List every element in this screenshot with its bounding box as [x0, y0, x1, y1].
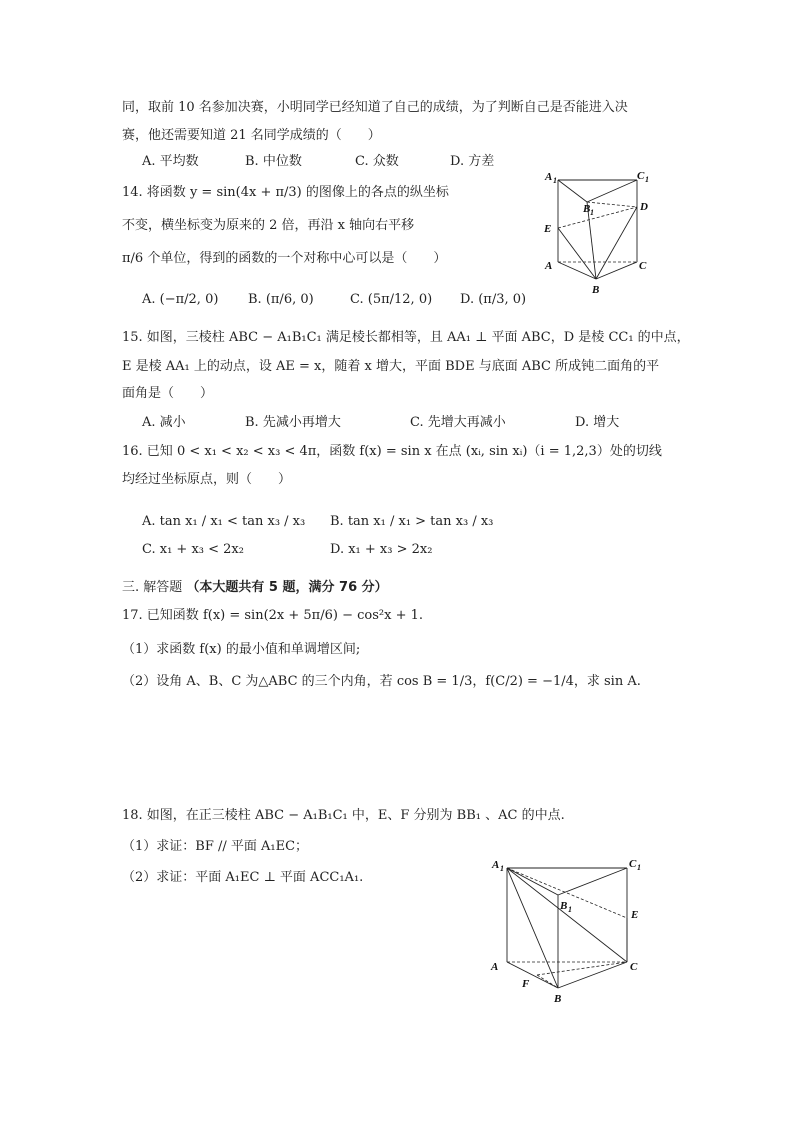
q16-line-2: 均经过坐标原点，则（ ） [122, 472, 292, 487]
label-a1-sub: 1 [553, 176, 557, 185]
label-c: C [630, 961, 638, 973]
label-f: F [522, 978, 530, 990]
q15-option-c: C. 先增大再减小 [410, 415, 506, 430]
edge-ab [558, 262, 596, 279]
q18-line-1: 18. 如图，在正三棱柱 ABC − A₁B₁C₁ 中，E、F 分别为 BB₁ 、AC 的中点. [122, 808, 565, 823]
edge-ab [507, 962, 558, 988]
q14-line-2: 不变，横坐标变为原来的 2 倍，再沿 x 轴向右平移 [122, 218, 415, 233]
label-a: A [491, 961, 499, 973]
label-c: C [639, 260, 647, 272]
edge-b1c1 [587, 180, 637, 202]
label-b1: B [560, 900, 568, 912]
q15-line-1: 15. 如图，三棱柱 ABC − A₁B₁C₁ 满足棱长都相等，且 AA₁ ⊥ 平面 ABC，D 是棱 CC₁ 的中点， [122, 330, 690, 345]
edge-a1b1 [558, 180, 587, 202]
q15-option-b: B. 先减小再增大 [245, 415, 341, 430]
q14-option-c: C. (5π/12, 0) [350, 292, 433, 307]
segment-b1d-hidden [587, 202, 637, 207]
q14-line-1: 14. 将函数 y = sin(4x + π/3) 的图像上的各点的纵坐标 [122, 185, 449, 200]
section-3-heading [122, 576, 388, 595]
q15-option-d: D. 增大 [575, 415, 620, 430]
label-a1-sub: 1 [500, 864, 504, 873]
q16-option-b: B. tan x₁ / x₁ > tan x₃ / x₃ [330, 514, 494, 529]
q13-option-a: A. 平均数 [142, 154, 199, 169]
q17-line-2: （1）求函数 f(x) 的最小值和单调增区间; [122, 642, 361, 657]
section-3-note: （本大题共有 5 题，满分 76 分） [186, 580, 388, 595]
figure-prism-q14-q15 [535, 165, 665, 300]
label-c1: C [629, 858, 637, 870]
label-d: D [640, 201, 648, 213]
q15-line-3: 面角是（ ） [122, 386, 214, 401]
q13-option-c: C. 众数 [355, 154, 399, 169]
q13-option-b: B. 中位数 [245, 154, 302, 169]
segment-eb [558, 228, 596, 279]
q16-line-1: 16. 已知 0 < x₁ < x₂ < x₃ < 4π，函数 f(x) = sin x 在点 (xᵢ, sin xᵢ)（i = 1,2,3）处的切线 [122, 444, 662, 459]
q17-line-3: （2）设角 A、B、C 为△ABC 的三个内角，若 cos B = 1/3，f(C/2) = −1/4，求 sin A. [122, 674, 641, 689]
segment-db [596, 207, 637, 279]
q14-line-3: π/6 个单位，得到的函数的一个对称中心可以是（ ） [122, 251, 447, 266]
q14-option-d: D. (π/3, 0) [460, 292, 527, 307]
label-b1-sub: 1 [568, 905, 572, 914]
edge-bc [558, 962, 627, 988]
q18-line-2: （1）求证：BF // 平面 A₁EC； [122, 839, 309, 854]
label-c1-sub: 1 [637, 863, 641, 872]
label-c1-sub: 1 [645, 175, 649, 184]
edge-bc [596, 262, 637, 279]
q13-option-d: D. 方差 [450, 154, 495, 169]
q18-line-3: （2）求证：平面 A₁EC ⊥ 平面 ACC₁A₁. [122, 870, 364, 885]
label-b1-sub: 1 [590, 208, 594, 217]
segment-a1c [507, 868, 627, 962]
label-a: A [545, 260, 553, 272]
label-b: B [554, 993, 562, 1005]
figure-prism-q18 [482, 850, 652, 1010]
q16-option-d: D. x₁ + x₃ > 2x₂ [330, 542, 433, 557]
label-c1: C [637, 170, 645, 182]
q16-option-c: C. x₁ + x₃ < 2x₂ [142, 542, 244, 557]
label-a1: A [492, 859, 500, 871]
label-e: E [631, 909, 639, 921]
q15-option-a: A. 减小 [142, 415, 186, 430]
segment-fc-hidden [537, 962, 627, 975]
q17-line-1: 17. 已知函数 f(x) = sin(2x + 5π/6) − cos²x + 1. [122, 608, 423, 623]
label-b1: B [583, 203, 591, 215]
label-a1: A [545, 171, 553, 183]
q16-option-a: A. tan x₁ / x₁ < tan x₃ / x₃ [142, 514, 306, 529]
q13-line-1: 同，取前 10 名参加决赛，小明同学已经知道了自己的成绩，为了判断自己是否能进入决 [122, 100, 628, 115]
q13-line-2: 赛，他还需要知道 21 名同学成绩的（ ） [122, 128, 381, 143]
edge-a1b1 [507, 868, 558, 895]
q14-option-a: A. (−π/2, 0) [142, 292, 219, 307]
label-b: B [592, 284, 600, 296]
q15-line-2: E 是棱 AA₁ 上的动点，设 AE = x，随着 x 增大，平面 BDE 与底面 ABC 所成钝二面角的平 [122, 359, 660, 374]
label-e: E [544, 223, 552, 235]
segment-ed-hidden [558, 207, 637, 228]
section-3-label: 三. 解答题 [122, 580, 183, 595]
q14-option-b: B. (π/6, 0) [248, 292, 314, 307]
edge-b1c1 [558, 868, 627, 895]
